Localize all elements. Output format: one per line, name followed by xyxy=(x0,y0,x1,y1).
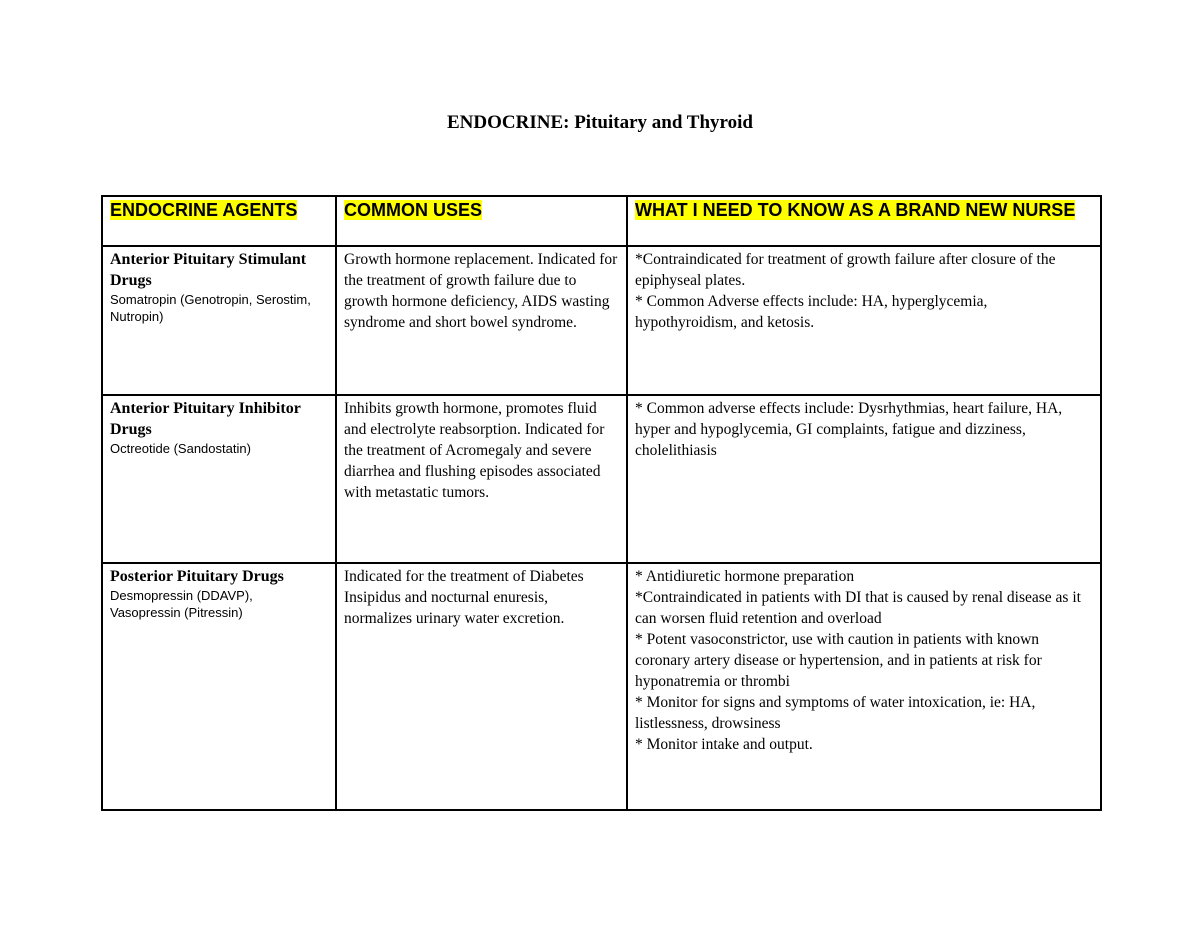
header-label-uses: COMMON USES xyxy=(344,200,483,220)
header-cell-notes xyxy=(627,196,1101,246)
uses-cell: Growth hormone replacement. Indicated for the treatment of growth failure due to growth hormone deficiency, AIDS wasting syndrome and short bowel syndrome. xyxy=(336,246,627,395)
note-line: *Contraindicated for treatment of growth failure after closure of the epiphyseal plates. xyxy=(635,251,1056,289)
agent-names: Desmopressin (DDAVP), xyxy=(110,588,253,603)
note-line: * Common adverse effects include: Dysrhythmias, heart failure, HA, hyper and hypoglycemia, GI complaints, fatigue and dizziness, cholelithiasis xyxy=(635,400,1063,459)
agent-names: Vasopressin (Pitressin) xyxy=(110,605,243,620)
agent-class: Posterior Pituitary Drugs xyxy=(110,568,284,585)
agent-cell xyxy=(102,246,336,395)
table-row xyxy=(102,563,1101,810)
note-line: * Antidiuretic hormone preparation xyxy=(635,568,855,585)
note-line: * Common Adverse effects include: HA, hyperglycemia, hypothyroidism, and ketosis. xyxy=(635,293,988,331)
note-line: * Monitor for signs and symptoms of water intoxication, ie: HA, listlessness, drowsiness xyxy=(635,694,1036,732)
agent-class: Anterior Pituitary Inhibitor Drugs xyxy=(110,400,301,438)
agent-cell xyxy=(102,395,336,563)
header-label-agents: ENDOCRINE AGENTS xyxy=(110,200,298,220)
table-row xyxy=(102,395,1101,563)
drug-table xyxy=(101,195,1102,811)
header-cell-uses xyxy=(336,196,627,246)
table-header-row xyxy=(102,196,1101,246)
agent-class: Anterior Pituitary Stimulant Drugs xyxy=(110,251,307,289)
header-cell-agents xyxy=(102,196,336,246)
page-title: ENDOCRINE: Pituitary and Thyroid xyxy=(447,112,753,133)
note-line: * Potent vasoconstrictor, use with caution in patients with known coronary artery disease or hypertension, and in patients at risk for hyponatremia or thrombi xyxy=(635,631,1042,690)
header-label-notes: WHAT I NEED TO KNOW AS A BRAND NEW NURSE xyxy=(635,200,1076,220)
agent-names: Octreotide (Sandostatin) xyxy=(110,441,251,456)
note-line: * Monitor intake and output. xyxy=(635,736,813,753)
agent-names: Somatropin (Genotropin, Serostim, Nutropin) xyxy=(110,292,311,324)
table-row xyxy=(102,246,1101,395)
notes-cell xyxy=(627,563,1101,810)
uses-cell: Indicated for the treatment of Diabetes Insipidus and nocturnal enuresis, normalizes urinary water excretion. xyxy=(336,563,627,810)
uses-cell: Inhibits growth hormone, promotes fluid and electrolyte reabsorption. Indicated for the treatment of Acromegaly and severe diarrhea and flushing episodes associated with metastatic tumors. xyxy=(336,395,627,563)
agent-cell xyxy=(102,563,336,810)
note-line: *Contraindicated in patients with DI that is caused by renal disease as it can worsen fluid retention and overload xyxy=(635,589,1081,627)
notes-cell xyxy=(627,395,1101,563)
notes-cell xyxy=(627,246,1101,395)
